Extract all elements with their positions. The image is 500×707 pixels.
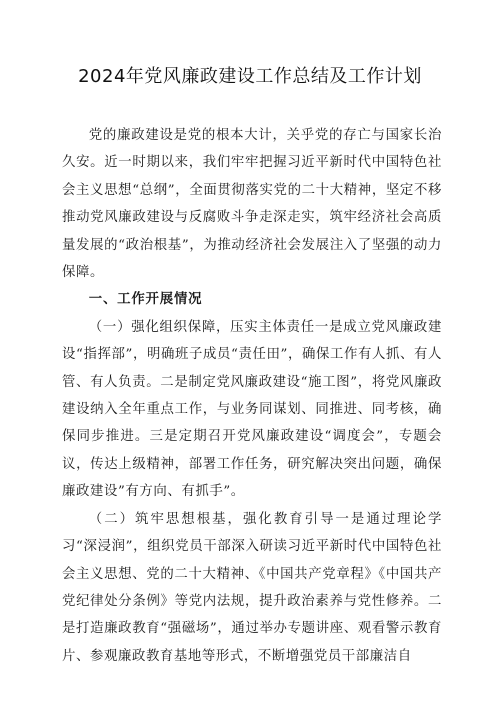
section-paragraph-1: （一）强化组织保障，压实主体责任一是成立党风廉政建设“指挥部”，明确班子成员“责任田”，确保工作有人抓、有人管、有人负责。二是制定党风廉政建设“施工图”，将党风廉政建设纳入全年重点工作，与业务同谋划、同推进、同考核，确保同步推进。三是定期召开党风廉政建设“调度会”，专题会议，传达上级精神，部署工作任务，研究解决突出问题，确保廉政建设”有方向、有抓手”。 <box>62 319 442 500</box>
intro-paragraph: 党的廉政建设是党的根本大计，关乎党的存亡与国家长治久安。近一时期以来，我们牢牢把握习近平新时代中国特色社会主义思想“总纲”，全面贯彻落实党的二十大精神，坚定不移推动党风廉政建设与反腐败斗争走深走实，筑牢经济社会高质量发展的“政治根基”，为推动经济社会发展注入了坚强的动力保障。 <box>62 128 442 281</box>
document-title: 2024年党风廉政建设工作总结及工作计划 <box>78 66 422 87</box>
section-paragraph-2: （二）筑牢思想根基，强化教育引导一是通过理论学习“深浸润”，组织党员干部深入研读习近平新时代中国特色社会主义思想、党的二十大精神、《中国共产党章程》《中国共产党纪律处分条例》等党内法规，提升政治素养与党性修养。二是打造廉政教育“强磁场”，通过举办专题讲座、观看警示教育片、参观廉政教育基地等形式，不断增强党员干部廉洁自 <box>62 511 442 664</box>
document-body <box>62 122 442 670</box>
section-heading: 一、工作开展情况 <box>88 292 203 308</box>
